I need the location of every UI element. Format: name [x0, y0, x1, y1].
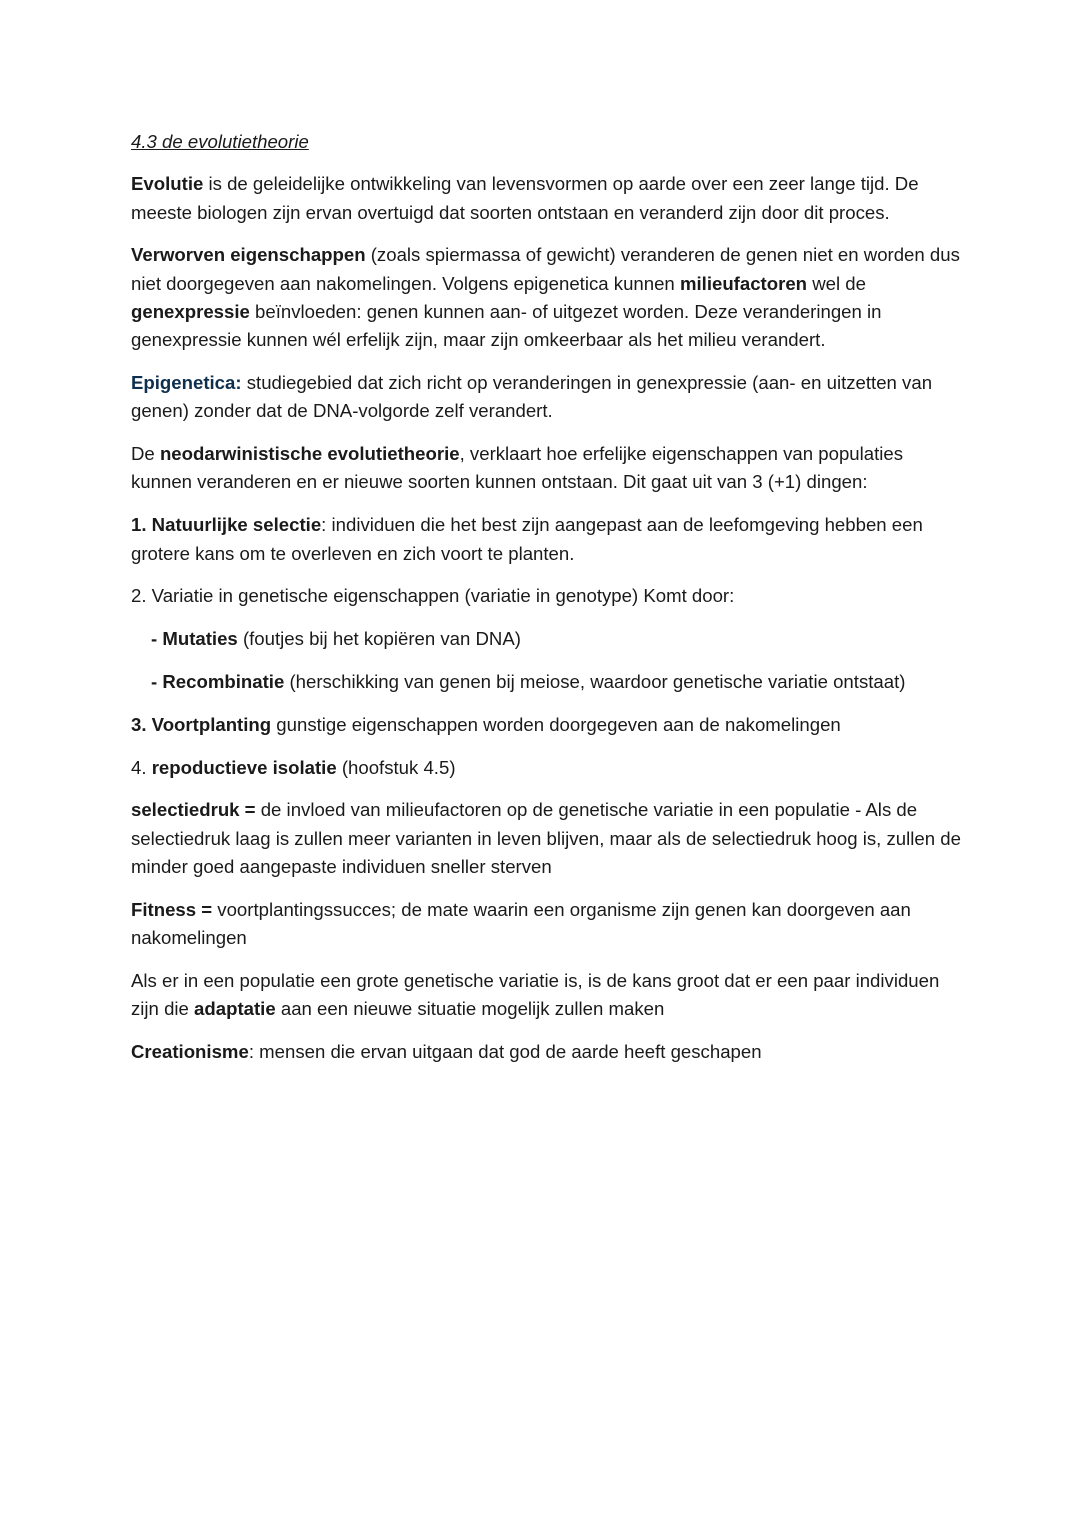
adaptatie-text-1: Als er in een populatie een grote genetische variatie is, is de kans groot dat er een paar individuen zijn die	[131, 969, 940, 1020]
voortplanting-text: gunstige eigenschappen worden doorgegeven aan de nakomelingen	[271, 713, 841, 735]
term-natuurlijke-selectie: 1. Natuurlijke selectie	[131, 514, 322, 536]
mutaties-text: (foutjes bij het kopiëren van DNA)	[237, 628, 521, 650]
term-neodarwinistische-evolutietheorie: neodarwinistische evolutietheorie	[159, 443, 460, 465]
list-item-variatie: 2. Variatie in genetische eigenschappen (variatie in genotype) Komt door:	[131, 585, 735, 607]
creationisme-text: : mensen die ervan uitgaan dat god de aarde heeft geschapen	[248, 1040, 762, 1062]
neodarwin-text-2: , verklaart hoe erfelijke eigenschappen van populaties kunnen veranderen en er nieuwe soorten kunnen ontstaan. Dit gaat uit van 3 (+1) dingen:	[131, 443, 904, 493]
list-item-voortplanting	[131, 711, 961, 739]
sub-item-mutaties	[131, 625, 961, 653]
paragraph-verworven-eigenschappen	[131, 241, 961, 354]
list-item-reproductieve-isolatie	[131, 754, 961, 782]
term-verworven-eigenschappen: Verworven eigenschappen	[131, 244, 366, 266]
sub-item-recombinatie	[131, 668, 961, 696]
section-heading: 4.3 de evolutietheorie	[131, 131, 309, 152]
paragraph-neodarwinisme	[131, 440, 961, 497]
document-page	[131, 128, 961, 1081]
term-adaptatie: adaptatie	[194, 998, 276, 1020]
paragraph-fitness	[131, 896, 961, 953]
term-reproductieve-isolatie: repoductieve isolatie	[151, 756, 337, 778]
term-mutaties: - Mutaties	[151, 628, 238, 650]
term-creationisme: Creationisme	[131, 1040, 249, 1062]
recombinatie-text: (herschikking van genen bij meiose, waardoor genetische variatie ontstaat)	[284, 670, 906, 692]
evolutie-text: is de geleidelijke ontwikkeling van levensvormen op aarde over een zeer lange tijd. De meeste biologen zijn ervan overtuigd dat soorten ontstaan en veranderd zijn door dit proces.	[131, 173, 919, 223]
term-selectiedruk: selectiedruk =	[131, 799, 256, 821]
paragraph-selectiedruk	[131, 796, 961, 881]
verworven-text-1: (zoals spiermassa of gewicht) veranderen de genen niet en worden dus niet doorgegeven aan nakomelingen. Volgens epigenetica kunnen	[131, 244, 960, 294]
epigenetica-text: studiegebied dat zich richt op veranderingen in genexpressie (aan- en uitzetten van genen) zonder dat de DNA-volgorde zelf verandert.	[131, 372, 933, 422]
isolatie-text: (hoofstuk 4.5)	[336, 756, 456, 778]
term-genexpressie: genexpressie	[131, 300, 250, 322]
selectiedruk-text: de invloed van milieufactoren op de genetische variatie in een populatie - Als de selectiedruk laag is zullen meer varianten in leven blijven, maar als de selectiedruk hoog is, zullen de minder goed aangepaste individuen sneller sterven	[131, 799, 961, 877]
term-milieufactoren: milieufactoren	[679, 272, 808, 294]
term-voortplanting: 3. Voortplanting	[131, 713, 272, 735]
list-item-natuurlijke-selectie	[131, 511, 961, 568]
paragraph-adaptatie	[131, 967, 961, 1024]
term-evolutie: Evolutie	[131, 173, 204, 195]
fitness-text: voortplantingssucces; de mate waarin een organisme zijn genen kan doorgeven aan nakomelingen	[131, 898, 911, 949]
adaptatie-text-2: aan een nieuwe situatie mogelijk zullen maken	[275, 998, 665, 1020]
paragraph-creationisme	[131, 1038, 961, 1066]
verworven-text-3: beïnvloeden: genen kunnen aan- of uitgezet worden. Deze veranderingen in genexpressie kunnen wél erfelijk zijn, maar zijn omkeerbaar als het milieu verandert.	[131, 300, 882, 351]
term-epigenetica: Epigenetica:	[131, 372, 242, 394]
isolatie-number: 4.	[131, 756, 152, 778]
term-fitness: Fitness =	[131, 898, 213, 920]
term-recombinatie: - Recombinatie	[151, 670, 285, 692]
verworven-text-2: wel de	[807, 272, 866, 294]
paragraph-epigenetica	[131, 369, 961, 426]
neodarwin-text-1: De	[131, 443, 160, 465]
paragraph-evolutie	[131, 170, 961, 227]
natuurlijke-selectie-text: : individuen die het best zijn aangepast aan de leefomgeving hebben een grotere kans om te overleven en zich voort te planten.	[131, 514, 923, 564]
